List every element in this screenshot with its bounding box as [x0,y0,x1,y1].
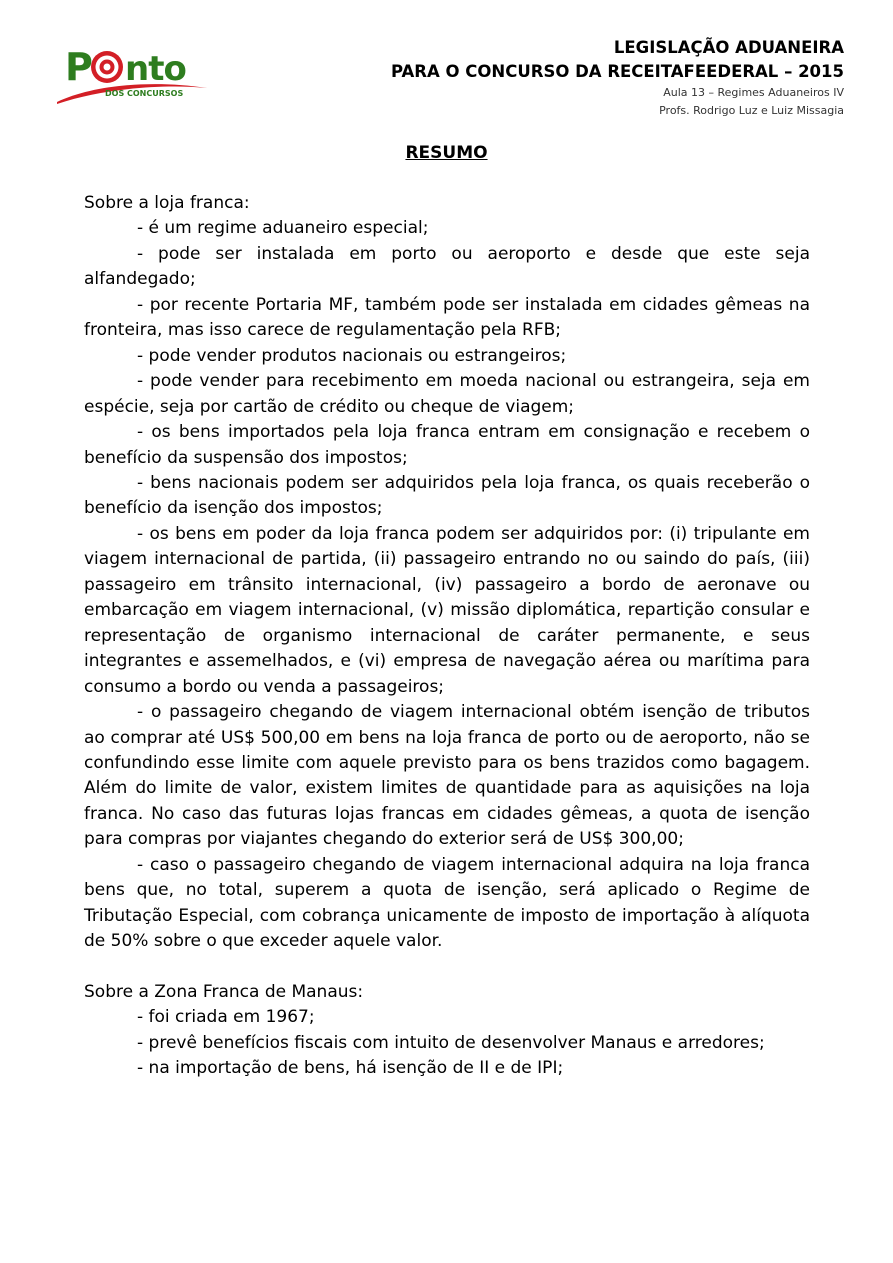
list-item: - os bens em poder da loja franca podem ser adquiridos por: (i) tripulante em viagem internacional de partida, (ii) passageiro entrando no ou saindo do país, (iii) passageiro em trânsito internacional, (iv) passageiro a bordo de aeronave ou embarcação em viagem internacional, (v) missão diplomática, repartição consular e representação de organismo internacional de caráter permanente, e seus integrantes e assemelhados, e (vi) empresa de navegação aérea ou marítima para consumo a bordo ou venda a passageiros; [84,523,810,697]
list-item: - pode ser instalada em porto ou aeroporto e desde que este seja alfandegado; [84,243,810,290]
list-item: - na importação de bens, há isenção de II e de IPI; [137,1057,564,1078]
list-item: - os bens importados pela loja franca entram em consignação e recebem o benefício da suspensão dos impostos; [84,422,810,468]
ponto-logo-graphic [55,44,215,110]
list-item: - por recente Portaria MF, também pode ser instalada em cidades gêmeas na fronteira, mas isso carece de regulamentação pela RFB; [84,294,810,341]
svg-text:DOS CONCURSOS: DOS CONCURSOS [105,89,184,98]
ponto-logo [55,44,215,110]
list-item: - é um regime aduaneiro especial; [137,218,429,239]
header-professors: Profs. Rodrigo Luz e Luiz Missagia [659,104,844,117]
document-header [391,36,844,120]
list-item: - o passageiro chegando de viagem internacional obtém isenção de tributos ao comprar até US$ 500,00 em bens na loja franca de porto ou de aeroporto, não se confundindo esse limite com aquele previsto para os bens trazidos como bagagem. Além do limite de valor, existem limites de quantidade para as aquisições na loja franca. No caso das futuras lojas francas em cidades gêmeas, a quota de isenção para compras por viajantes chegando do exterior será de US$ 300,00; [84,702,810,850]
header-course: PARA O CONCURSO DA RECEITAFEEDERAL – 2015 [390,62,844,81]
list-item: - caso o passageiro chegando de viagem internacional adquira na loja franca bens que, no total, superem a quota de isenção, será aplicado o Regime de Tributação Especial, com cobrança unicamente de imposto de importação à alíquota de 50% sobre o que exceder aquele valor. [84,854,810,952]
page-title: RESUMO [405,143,488,163]
list-item: - pode vender produtos nacionais ou estrangeiros; [137,345,567,366]
header-lesson: Aula 13 – Regimes Aduaneiros IV [663,86,844,99]
list-item: - pode vender para recebimento em moeda nacional ou estrangeira, seja em espécie, seja por cartão de crédito ou cheque de viagem; [84,371,810,417]
section-intro-loja-franca: Sobre a loja franca: [84,193,250,213]
list-item: - bens nacionais podem ser adquiridos pela loja franca, os quais receberão o benefício da isenção dos impostos; [84,472,810,519]
list-item: - prevê benefícios fiscais com intuito de desenvolver Manaus e arredores; [137,1032,765,1053]
header-subject: LEGISLAÇÃO ADUANEIRA [613,38,844,57]
svg-text:P: P [65,45,93,89]
list-item: - foi criada em 1967; [137,1007,315,1028]
svg-text:nto: nto [125,49,186,89]
section-spacer [84,955,810,980]
section-intro-zona-franca: Sobre a Zona Franca de Manaus: [84,981,364,1002]
summary-content [84,191,810,1081]
